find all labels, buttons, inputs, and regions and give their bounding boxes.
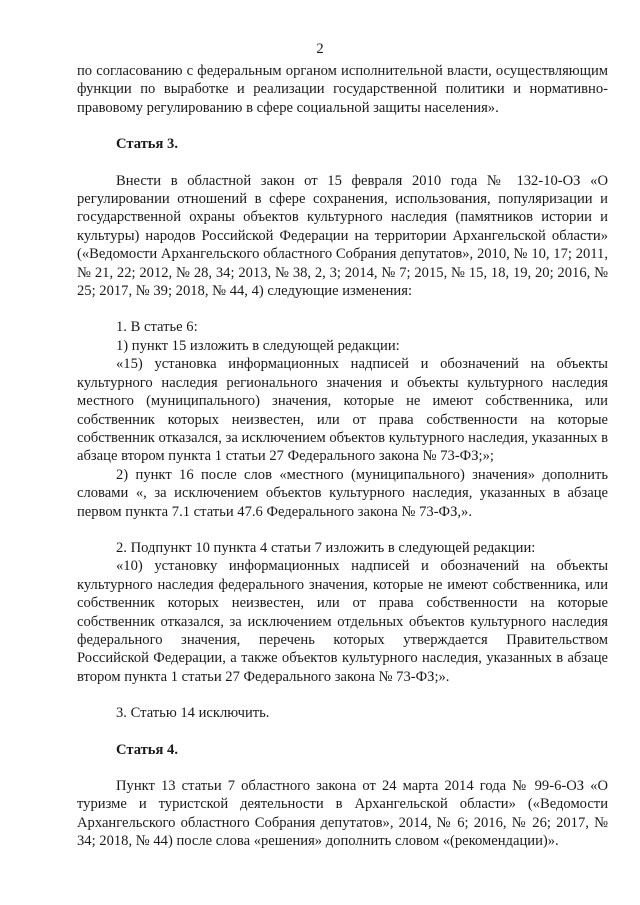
subitem-2: 2) пункт 16 после слов «местного (муниципального) значения» дополнить словами «, за исключением объектов культурного наследия, указанных в абзаце первом пункта 7.1 статьи 47.6 Федерального закона № 73-ФЗ,». bbox=[77, 466, 608, 520]
article-3-heading: Статья 3. bbox=[116, 136, 178, 153]
subitem-1: 1) пункт 15 изложить в следующей редакции: bbox=[116, 337, 400, 354]
article-4-heading: Статья 4. bbox=[116, 741, 178, 758]
page-number: 2 bbox=[316, 41, 324, 57]
item-1-heading: 1. В статье 6: bbox=[116, 319, 198, 336]
document-body bbox=[77, 62, 608, 851]
item-3: 3. Статью 14 исключить. bbox=[116, 705, 270, 722]
item-2-heading: 2. Подпункт 10 пункта 4 статьи 7 изложить в следующей редакции: bbox=[116, 539, 536, 556]
quoted-point-10: «10) установку информационных надписей и обозначений на объекты культурного наследия федерального значения, которые не имеют собственника, или собственник которых неизвестен, или от права собственности на которые собственник отказался, за исключением отдельных объектов культурного наследия федерального значения, перечень которых утверждается Правительством Российской Федерации, а также объектов культурного наследия, указанных в абзаце втором пункта 1 статьи 27 Федерального закона № 73-ФЗ;». bbox=[77, 558, 608, 685]
quoted-point-15: «15) установка информационных надписей и обозначений на объекты культурного наследия регионального значения и объекты культурного наследия местного (муниципального) значения, которые не имеют собственника, или собственник которых неизвестен, или от права собственности на которые собственник отказался, за исключением объектов культурного наследия, указанных в абзаце втором пункта 1 статьи 27 Федерального закона № 73-ФЗ;»; bbox=[77, 356, 608, 465]
article-4-text: Пункт 13 статьи 7 областного закона от 24 марта 2014 года № 99-6-ОЗ «О туризме и туристской деятельности в Архангельской области» («Ведомости Архангельского областного Собрания депутатов», 2014, № 6; 2016, № 26; 2017, № 34; 2018, № 44) после слова «решения» дополнить словом «(рекомендации)». bbox=[77, 778, 608, 850]
article-3-intro: Внести в областной закон от 15 февраля 2010 года № 132-10-ОЗ «О регулировании отношений в сфере сохранения, использования, популяризации и государственной охраны объектов культурного наследия (памятников истории и культуры) народов Российской Федерации на территории Архангельской области» («Ведомости Архангельского областного Собрания депутатов», 2010, № 10, 17; 2011, № 21, 22; 2012, № 28, 34; 2013, № 38, 2, 3; 2014, № 7; 2015, № 15, 18, 19, 20; 2016, № 25; 2017, № 39; 2018, № 44, 4) следующие изменения: bbox=[77, 172, 608, 300]
paragraph-continuation: по согласованию с федеральным органом исполнительной власти, осуществляющим функции по выработке и реализации государственной политики и нормативно-правовому регулированию в сфере социальной защиты населения». bbox=[77, 63, 608, 116]
